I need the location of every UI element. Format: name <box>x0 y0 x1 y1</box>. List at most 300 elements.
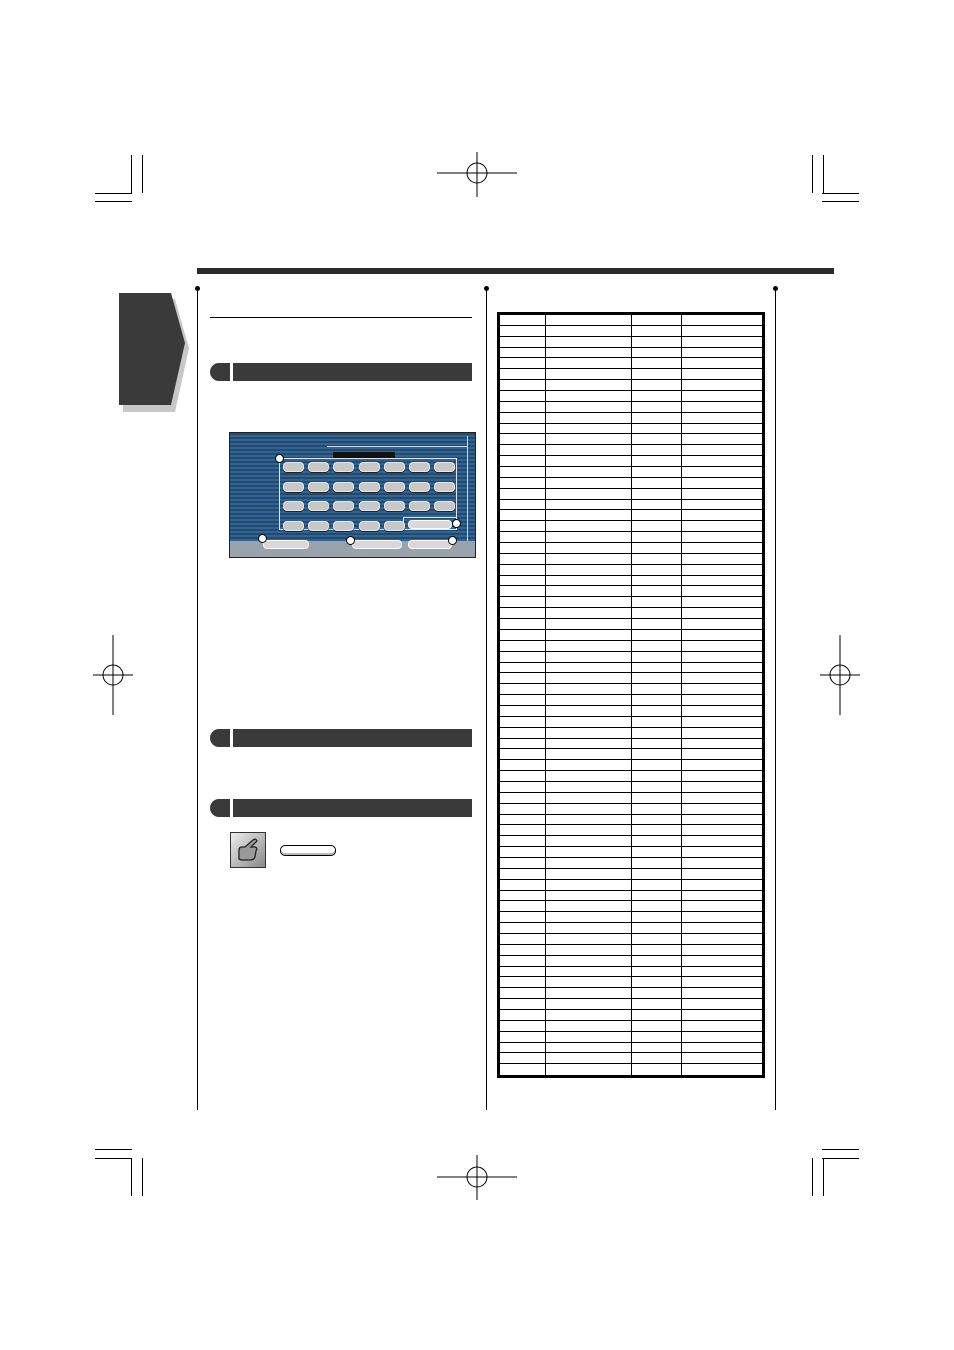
table-cell <box>682 803 763 814</box>
registration-target-icon <box>93 635 133 715</box>
table-cell <box>632 673 682 684</box>
table-cell <box>546 814 632 825</box>
table-cell <box>546 543 632 554</box>
table-cell <box>500 532 546 543</box>
table-row <box>500 977 763 988</box>
table-row <box>500 705 763 716</box>
table-cell <box>632 771 682 782</box>
table-cell <box>546 651 632 662</box>
keyboard-key[interactable] <box>384 482 405 492</box>
table-cell <box>500 781 546 792</box>
table-cell <box>500 814 546 825</box>
table-cell <box>682 369 763 380</box>
table-cell <box>500 955 546 966</box>
table-cell <box>546 608 632 619</box>
table-cell <box>632 477 682 488</box>
table-cell <box>632 575 682 586</box>
table-cell <box>500 510 546 521</box>
table-cell <box>632 966 682 977</box>
table-cell <box>546 347 632 358</box>
table-cell <box>682 1031 763 1042</box>
table-row <box>500 933 763 944</box>
table-cell <box>546 847 632 858</box>
title-rule <box>210 317 472 318</box>
table-row <box>500 488 763 499</box>
hand-icon-button[interactable] <box>280 845 336 856</box>
section-header <box>210 729 472 747</box>
table-cell <box>632 760 682 771</box>
table-cell <box>632 619 682 630</box>
table-cell <box>682 456 763 467</box>
table-cell <box>632 890 682 901</box>
table-row <box>500 586 763 597</box>
table-cell <box>632 597 682 608</box>
table-cell <box>632 705 682 716</box>
table-cell <box>546 434 632 445</box>
table-cell <box>546 1064 632 1076</box>
callout-marker <box>275 454 284 463</box>
table-row <box>500 825 763 836</box>
table-row <box>500 727 763 738</box>
table-cell <box>682 445 763 456</box>
table-cell <box>546 825 632 836</box>
table-cell <box>546 944 632 955</box>
screen-button-2[interactable] <box>352 540 402 549</box>
table-cell <box>632 456 682 467</box>
table-row <box>500 651 763 662</box>
table-cell <box>500 629 546 640</box>
registration-target-icon <box>437 1155 517 1200</box>
table-row <box>500 510 763 521</box>
table-cell <box>546 1020 632 1031</box>
keyboard-key[interactable] <box>333 462 354 472</box>
table-cell <box>500 944 546 955</box>
table-cell <box>632 412 682 423</box>
table-cell <box>500 868 546 879</box>
table-cell <box>682 347 763 358</box>
table-row <box>500 532 763 543</box>
table-cell <box>546 477 632 488</box>
screen-divider <box>327 446 467 447</box>
table-cell <box>632 358 682 369</box>
table-cell <box>546 629 632 640</box>
table-cell <box>500 597 546 608</box>
table-cell <box>500 456 546 467</box>
table-cell <box>546 912 632 923</box>
table-cell <box>546 923 632 934</box>
table-cell <box>682 467 763 478</box>
table-row <box>500 923 763 934</box>
table-row <box>500 999 763 1010</box>
table-cell <box>632 803 682 814</box>
table-cell <box>632 532 682 543</box>
table-cell <box>682 401 763 412</box>
table-cell <box>500 553 546 564</box>
table-row <box>500 543 763 554</box>
keyboard-key[interactable] <box>333 521 354 531</box>
table-cell <box>682 966 763 977</box>
column-dot <box>484 286 489 291</box>
keyboard-key[interactable] <box>308 482 329 492</box>
table-cell <box>632 716 682 727</box>
table-cell <box>500 488 546 499</box>
table-cell <box>500 825 546 836</box>
table-cell <box>500 477 546 488</box>
table-cell <box>632 879 682 890</box>
table-cell <box>632 1010 682 1021</box>
table-cell <box>500 705 546 716</box>
table-row <box>500 890 763 901</box>
screen-button-1[interactable] <box>263 540 309 549</box>
keyboard-key[interactable] <box>308 462 329 472</box>
table-cell <box>682 315 763 326</box>
table-row <box>500 912 763 923</box>
header-rule <box>197 268 834 274</box>
table-cell <box>546 380 632 391</box>
table-cell <box>682 1064 763 1076</box>
keyboard-key[interactable] <box>283 501 304 511</box>
column-divider <box>197 290 198 1110</box>
table-row <box>500 445 763 456</box>
callout-marker <box>346 536 355 545</box>
crop-mark <box>95 201 132 202</box>
table-cell <box>632 629 682 640</box>
table-cell <box>682 586 763 597</box>
table-cell <box>546 564 632 575</box>
table-cell <box>632 564 682 575</box>
crop-mark <box>142 1158 143 1196</box>
column-dot <box>195 286 200 291</box>
table-cell <box>632 944 682 955</box>
table-cell <box>682 1020 763 1031</box>
table-row <box>500 684 763 695</box>
table-cell <box>546 445 632 456</box>
table-cell <box>682 488 763 499</box>
table-row <box>500 499 763 510</box>
table-cell <box>546 488 632 499</box>
table-row <box>500 966 763 977</box>
table-cell <box>500 575 546 586</box>
table-cell <box>632 662 682 673</box>
crop-mark <box>823 155 824 193</box>
table-row <box>500 781 763 792</box>
crop-mark <box>823 1158 824 1196</box>
table-cell <box>632 553 682 564</box>
table-cell <box>500 586 546 597</box>
table-row <box>500 401 763 412</box>
table-cell <box>546 781 632 792</box>
table-cell <box>500 923 546 934</box>
table-row <box>500 640 763 651</box>
table-cell <box>546 1031 632 1042</box>
table-cell <box>546 738 632 749</box>
table-row <box>500 315 763 326</box>
table-cell <box>682 651 763 662</box>
column-divider <box>775 290 776 1110</box>
table-cell <box>546 879 632 890</box>
table-row <box>500 477 763 488</box>
table-cell <box>500 857 546 868</box>
table-cell <box>546 988 632 999</box>
table-cell <box>546 803 632 814</box>
table-cell <box>546 325 632 336</box>
table-cell <box>500 966 546 977</box>
enter-button[interactable] <box>408 520 452 529</box>
keyboard-key[interactable] <box>434 482 455 492</box>
table-cell <box>500 369 546 380</box>
crop-mark <box>142 155 143 193</box>
table-cell <box>546 705 632 716</box>
table-cell <box>632 825 682 836</box>
table-cell <box>632 1020 682 1031</box>
table-cell <box>682 814 763 825</box>
table-cell <box>632 467 682 478</box>
table-cell <box>682 879 763 890</box>
table-cell <box>632 738 682 749</box>
table-cell <box>682 716 763 727</box>
table-row <box>500 792 763 803</box>
table-cell <box>500 358 546 369</box>
table-cell <box>632 488 682 499</box>
keyboard-key[interactable] <box>333 501 354 511</box>
table-cell <box>632 391 682 402</box>
table-cell <box>632 912 682 923</box>
keyboard-key[interactable] <box>283 521 304 531</box>
table-cell <box>682 890 763 901</box>
table-cell <box>682 543 763 554</box>
table-cell <box>632 977 682 988</box>
table-row <box>500 814 763 825</box>
column-divider <box>486 290 487 1110</box>
table-cell <box>632 749 682 760</box>
table-cell <box>682 640 763 651</box>
table-cell <box>500 336 546 347</box>
keyboard-key[interactable] <box>308 521 329 531</box>
keyboard-key[interactable] <box>359 462 380 472</box>
screen-vertical-line <box>467 436 468 556</box>
table-cell <box>500 1053 546 1064</box>
table-cell <box>632 1064 682 1076</box>
table-cell <box>546 369 632 380</box>
table-cell <box>546 575 632 586</box>
table-cell <box>546 619 632 630</box>
table-cell <box>682 868 763 879</box>
table-cell <box>632 999 682 1010</box>
table-cell <box>500 879 546 890</box>
table-cell <box>682 825 763 836</box>
table-cell <box>682 575 763 586</box>
table-cell <box>546 391 632 402</box>
table-cell <box>546 727 632 738</box>
table-cell <box>500 836 546 847</box>
table-cell <box>682 510 763 521</box>
table-cell <box>682 662 763 673</box>
table-row <box>500 456 763 467</box>
table-cell <box>500 315 546 326</box>
table-cell <box>632 684 682 695</box>
table-row <box>500 944 763 955</box>
keyboard-key[interactable] <box>308 501 329 511</box>
table-cell <box>500 695 546 706</box>
table-cell <box>500 977 546 988</box>
table-row <box>500 988 763 999</box>
table-cell <box>682 1042 763 1053</box>
table-row <box>500 749 763 760</box>
table-cell <box>500 803 546 814</box>
table-cell <box>632 510 682 521</box>
table-cell <box>682 771 763 782</box>
keyboard-key[interactable] <box>434 462 455 472</box>
table-cell <box>682 749 763 760</box>
table-cell <box>682 944 763 955</box>
table-cell <box>546 597 632 608</box>
table-cell <box>682 619 763 630</box>
table-cell <box>632 1031 682 1042</box>
table-cell <box>546 999 632 1010</box>
keyboard-key[interactable] <box>283 462 304 472</box>
keyboard-key[interactable] <box>384 521 405 531</box>
table-cell <box>500 988 546 999</box>
table-cell <box>500 1020 546 1031</box>
table-row <box>500 434 763 445</box>
table-cell <box>546 977 632 988</box>
table-row <box>500 662 763 673</box>
table-cell <box>632 695 682 706</box>
table-cell <box>682 412 763 423</box>
table-cell <box>682 1053 763 1064</box>
table-cell <box>632 640 682 651</box>
table-cell <box>546 966 632 977</box>
table-row <box>500 879 763 890</box>
table-cell <box>546 586 632 597</box>
table-cell <box>500 847 546 858</box>
table-cell <box>682 532 763 543</box>
table-row <box>500 391 763 402</box>
table-cell <box>632 325 682 336</box>
table-cell <box>500 640 546 651</box>
table-cell <box>682 336 763 347</box>
table-row <box>500 857 763 868</box>
keyboard-key[interactable] <box>384 462 405 472</box>
table-cell <box>500 662 546 673</box>
table-cell <box>546 1010 632 1021</box>
table-cell <box>546 868 632 879</box>
table-cell <box>500 999 546 1010</box>
table-cell <box>682 434 763 445</box>
table-cell <box>682 999 763 1010</box>
keyboard-screen-illustration <box>229 432 476 558</box>
keyboard-key[interactable] <box>434 501 455 511</box>
table-cell <box>500 608 546 619</box>
table-cell <box>546 336 632 347</box>
table-cell <box>682 705 763 716</box>
table-cell <box>500 401 546 412</box>
table-row <box>500 347 763 358</box>
table-cell <box>632 988 682 999</box>
table-cell <box>632 857 682 868</box>
keyboard-key[interactable] <box>409 462 430 472</box>
table-cell <box>632 901 682 912</box>
table-cell <box>632 315 682 326</box>
table-row <box>500 901 763 912</box>
table-cell <box>682 673 763 684</box>
table-cell <box>500 1064 546 1076</box>
table-cell <box>632 868 682 879</box>
table-cell <box>500 423 546 434</box>
table-cell <box>546 684 632 695</box>
keyboard-key[interactable] <box>359 501 380 511</box>
keyboard-key[interactable] <box>333 482 354 492</box>
section-label <box>233 368 237 379</box>
table-cell <box>632 401 682 412</box>
table-row <box>500 771 763 782</box>
table-cell <box>500 1042 546 1053</box>
table-cell <box>546 749 632 760</box>
table-row <box>500 553 763 564</box>
screen-button-3[interactable] <box>408 540 452 549</box>
table-cell <box>500 651 546 662</box>
table-row <box>500 380 763 391</box>
keyboard-key[interactable] <box>409 482 430 492</box>
table-row <box>500 608 763 619</box>
callout-marker <box>448 536 457 545</box>
table-cell <box>682 521 763 532</box>
table-row <box>500 619 763 630</box>
table-cell <box>546 901 632 912</box>
table-cell <box>682 608 763 619</box>
table-row <box>500 868 763 879</box>
table-cell <box>500 434 546 445</box>
crop-mark <box>822 1149 859 1150</box>
keyboard-key[interactable] <box>283 482 304 492</box>
callout-marker <box>258 534 267 543</box>
table-cell <box>682 695 763 706</box>
table-row <box>500 803 763 814</box>
table-cell <box>500 716 546 727</box>
table-cell <box>546 456 632 467</box>
table-cell <box>500 1031 546 1042</box>
table-row <box>500 1064 763 1076</box>
table-cell <box>500 901 546 912</box>
keyboard-key[interactable] <box>384 501 405 511</box>
keyboard-key[interactable] <box>359 521 380 531</box>
table-row <box>500 467 763 478</box>
table-cell <box>500 412 546 423</box>
table-row <box>500 358 763 369</box>
table-cell <box>546 423 632 434</box>
table-cell <box>546 716 632 727</box>
keyboard-key[interactable] <box>409 501 430 511</box>
table-cell <box>682 847 763 858</box>
section-header <box>210 799 472 817</box>
table-row <box>500 1042 763 1053</box>
table-cell <box>682 933 763 944</box>
table-cell <box>500 467 546 478</box>
table-cell <box>682 727 763 738</box>
table-cell <box>632 814 682 825</box>
table-cell <box>682 564 763 575</box>
table-cell <box>682 1010 763 1021</box>
table-row <box>500 412 763 423</box>
table-cell <box>632 586 682 597</box>
table-cell <box>632 1042 682 1053</box>
table-row <box>500 1010 763 1021</box>
table-cell <box>500 912 546 923</box>
table-cell <box>546 1053 632 1064</box>
keyboard-key[interactable] <box>359 482 380 492</box>
table-row <box>500 760 763 771</box>
table-row <box>500 597 763 608</box>
